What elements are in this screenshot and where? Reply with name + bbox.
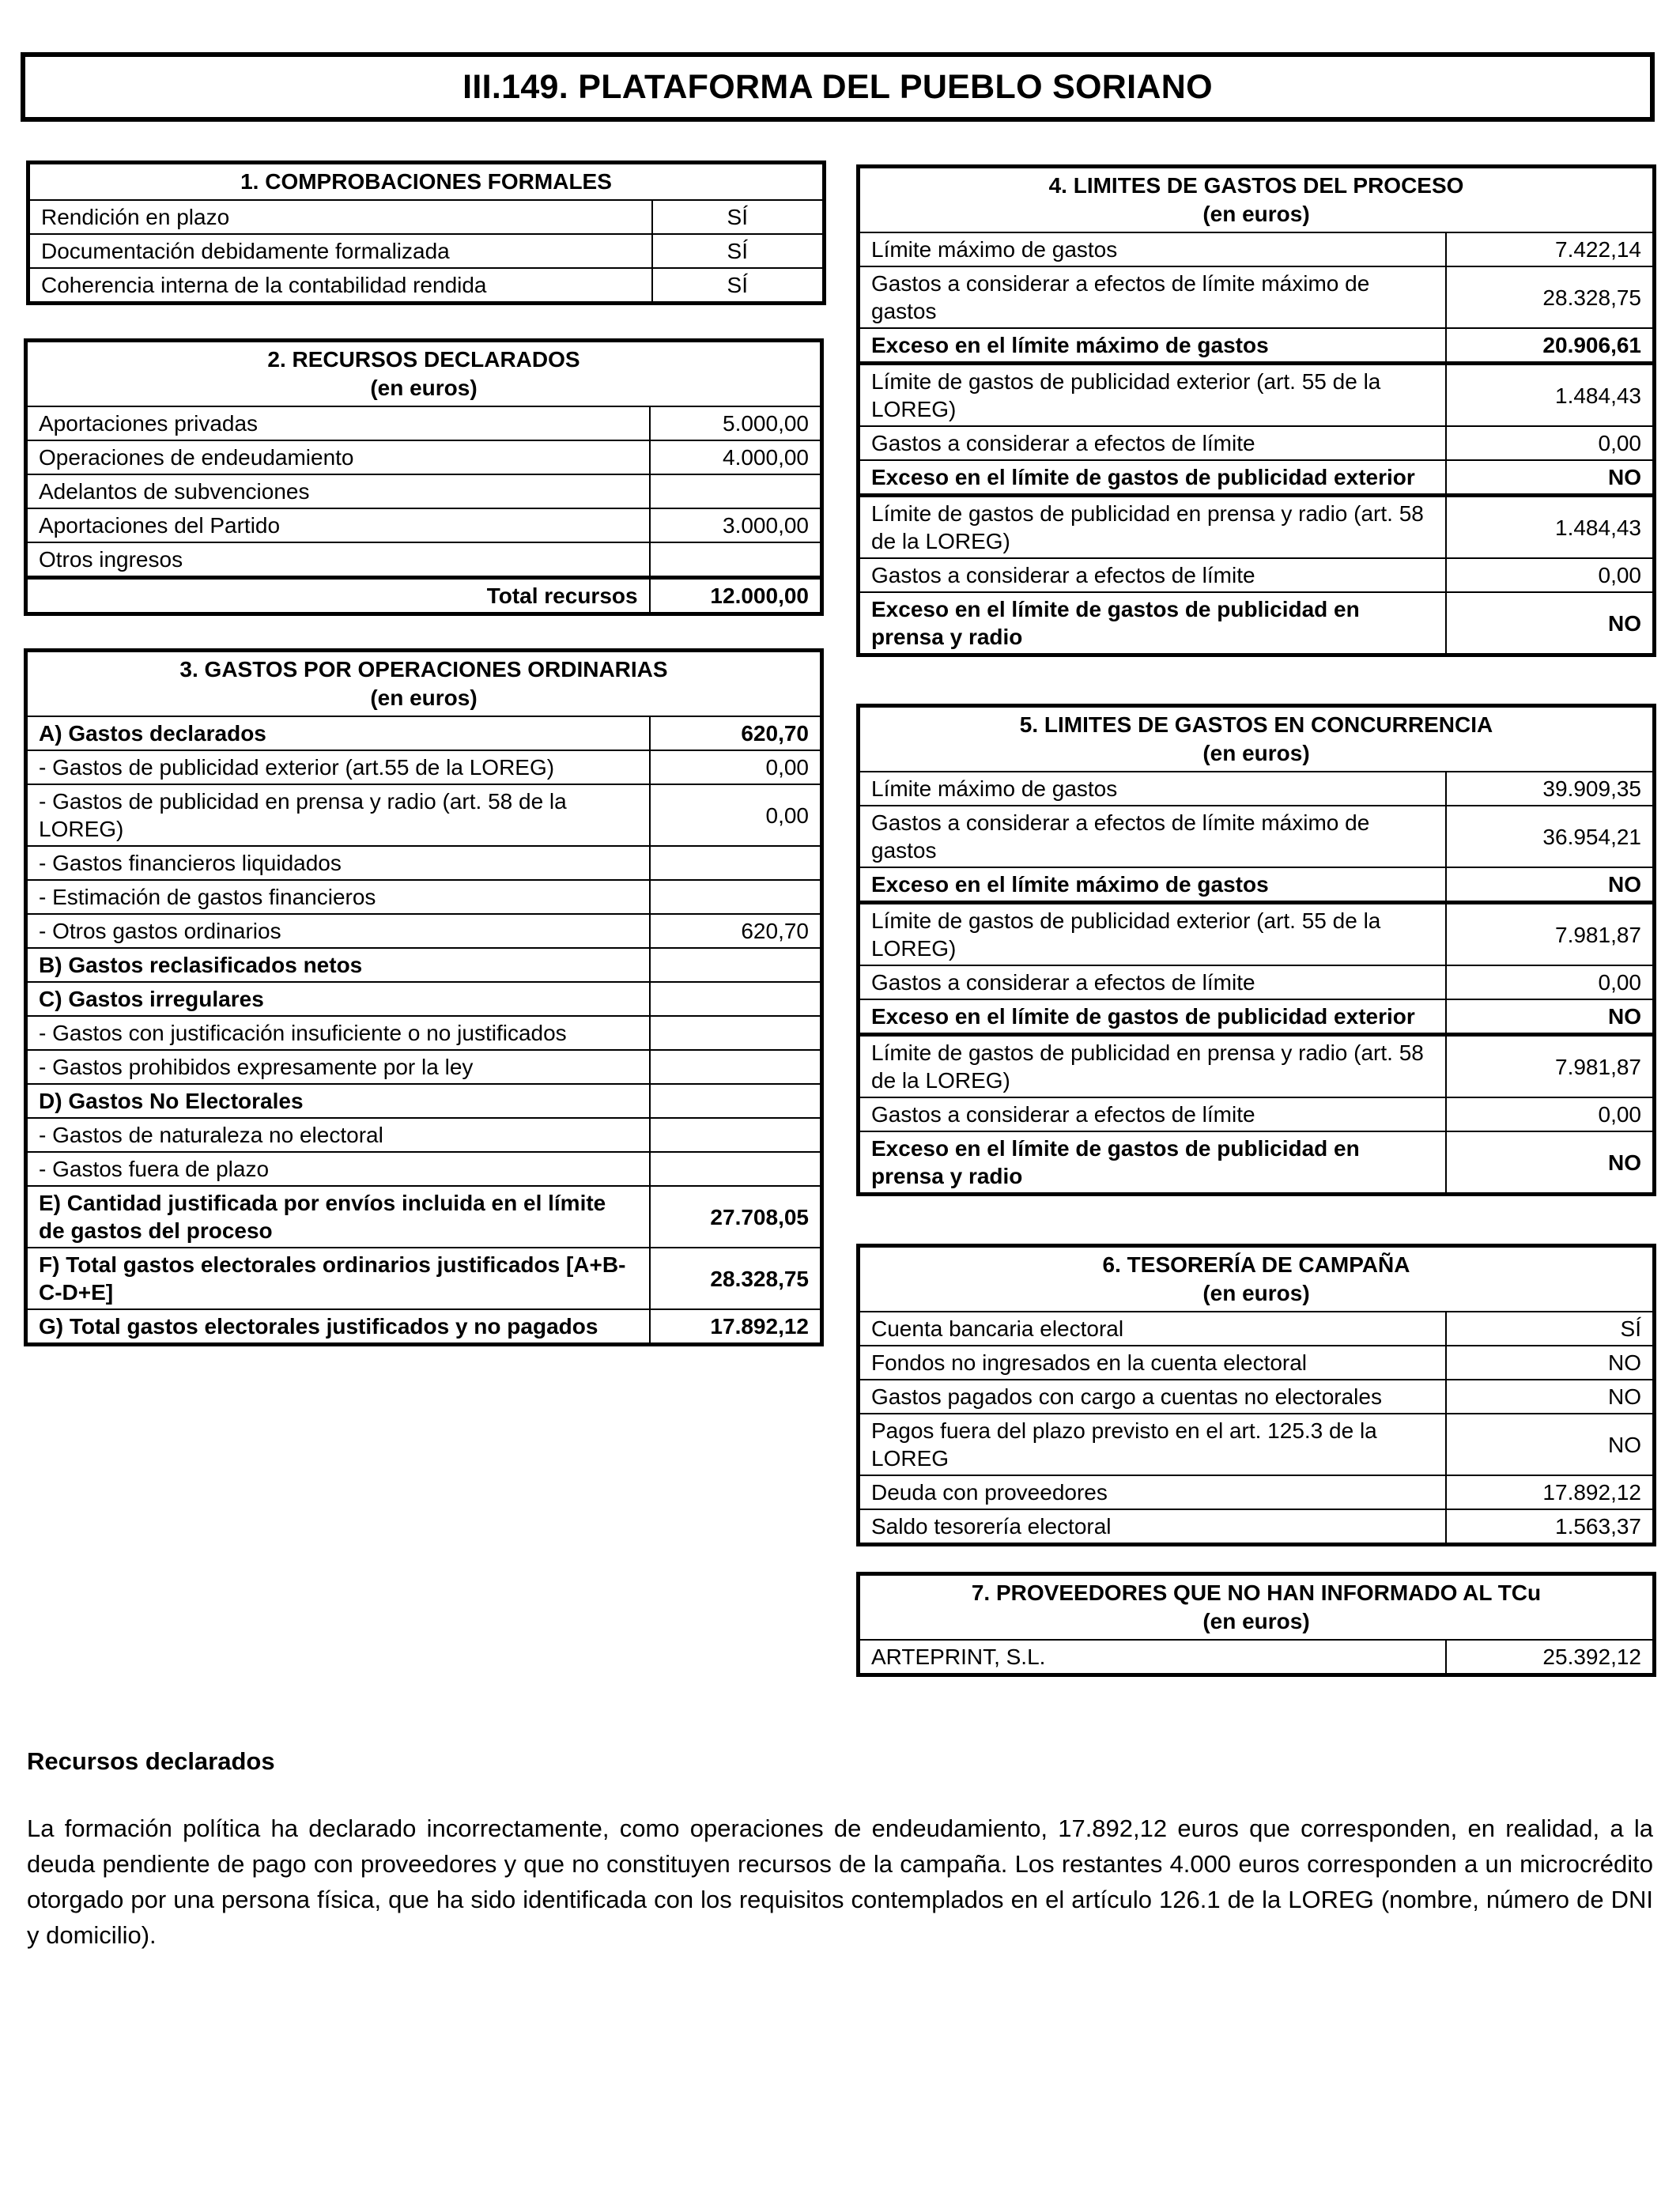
row-value (650, 1050, 820, 1084)
row-value (650, 1118, 820, 1152)
row-value: 0,00 (1446, 558, 1652, 592)
section-heading: Recursos declarados (27, 1747, 275, 1775)
panel-proveedores (856, 1572, 1656, 1677)
row-value: 3.000,00 (650, 508, 820, 542)
panel-title: 3. GASTOS POR OPERACIONES ORDINARIAS (en euros) (28, 652, 820, 716)
row-value: NO (1446, 1380, 1652, 1414)
row-value: 17.892,12 (650, 1309, 820, 1342)
row-label: - Gastos prohibidos expresamente por la ley (28, 1050, 650, 1084)
panel-tesoreria (856, 1244, 1656, 1546)
row-label: Coherencia interna de la contabilidad rendida (41, 273, 487, 297)
row-value: NO (1446, 999, 1652, 1035)
row-value: 1.484,43 (1446, 496, 1652, 559)
row-value: 1.563,37 (1446, 1509, 1652, 1543)
row-label: Pagos fuera del plazo previsto en el art. 125.3 de la LOREG (860, 1414, 1446, 1475)
panel-limites-proceso (856, 164, 1656, 657)
row-label: - Estimación de gastos financieros (28, 880, 650, 914)
row-label: Exceso en el límite máximo de gastos (860, 867, 1446, 903)
row-label: ARTEPRINT, S.L. (871, 1645, 1046, 1669)
row-label: Gastos a considerar a efectos de límite (860, 558, 1446, 592)
row-value (650, 474, 820, 508)
row-label: - Gastos financieros liquidados (28, 846, 650, 880)
row-value: 0,00 (1446, 1097, 1652, 1131)
row-value: NO (1446, 592, 1652, 653)
row-value (650, 1016, 820, 1050)
row-label: G) Total gastos electorales justificados y no pagados (39, 1314, 598, 1339)
row-value: 27.708,05 (650, 1186, 820, 1248)
row-value (650, 846, 820, 880)
body-paragraph: La formación política ha declarado incorrectamente, como operaciones de endeudamiento, 17.892,12 euros que corresponden, en realidad, a la deuda pendiente de pago con proveedores y que no constituyen recursos de la campaña. Los restantes 4.000 euros corresponden a un microcrédito otorgado por una persona física, que ha sido identificada con los requisitos contemplados en el artículo 126.1 de la LOREG (nombre, número de DNI y domicilio). (27, 1814, 1653, 1949)
panel-limites-concurrencia (856, 704, 1656, 1196)
row-value (650, 542, 820, 578)
row-value: 620,70 (650, 914, 820, 948)
row-label: Saldo tesorería electoral (871, 1514, 1112, 1539)
row-value: 25.392,12 (1446, 1640, 1652, 1673)
panel-title: 7. PROVEEDORES QUE NO HAN INFORMADO AL TCu (en euros) (860, 1576, 1652, 1640)
row-label: Adelantos de subvenciones (28, 474, 650, 508)
row-label: - Gastos con justificación insuficiente o no justificados (28, 1016, 650, 1050)
row-label: Exceso en el límite máximo de gastos (860, 328, 1446, 364)
row-label: F) Total gastos electorales ordinarios justificados [A+B-C-D+E] (28, 1248, 650, 1309)
row-label: Límite máximo de gastos (860, 232, 1446, 266)
row-label: Gastos a considerar a efectos de límite (860, 965, 1446, 999)
row-label: Exceso en el límite de gastos de publicidad en prensa y radio (871, 1136, 1360, 1188)
row-label: Límite de gastos de publicidad en prensa y radio (art. 58 de la LOREG) (860, 1035, 1446, 1098)
row-label: Deuda con proveedores (860, 1475, 1446, 1509)
row-label: Límite de gastos de publicidad exterior (art. 55 de la LOREG) (860, 364, 1446, 427)
row-value: 28.328,75 (1446, 266, 1652, 328)
row-value (650, 982, 820, 1016)
row-label: Límite de gastos de publicidad en prensa y radio (art. 58 de la LOREG) (860, 496, 1446, 559)
row-value: NO (1446, 867, 1652, 903)
panel-comprobaciones-formales (26, 160, 826, 305)
row-value: 1.484,43 (1446, 364, 1652, 427)
row-label: - Gastos de naturaleza no electoral (28, 1118, 650, 1152)
row-label: B) Gastos reclasificados netos (28, 948, 650, 982)
row-label: - Gastos de publicidad exterior (art.55 de la LOREG) (28, 750, 650, 784)
row-value: 7.981,87 (1446, 1035, 1652, 1098)
row-value: SÍ (1446, 1312, 1652, 1346)
row-label: A) Gastos declarados (28, 716, 650, 750)
panel-title: 5. LIMITES DE GASTOS EN CONCURRENCIA (en euros) (860, 708, 1652, 772)
row-value: 0,00 (650, 784, 820, 846)
row-value (650, 1152, 820, 1186)
row-label: - Otros gastos ordinarios (28, 914, 650, 948)
row-label: - Gastos fuera de plazo (28, 1152, 650, 1186)
row-label: Operaciones de endeudamiento (28, 440, 650, 474)
row-label: Aportaciones privadas (28, 406, 650, 440)
row-label: Rendición en plazo (30, 200, 652, 234)
row-value: SÍ (652, 268, 822, 301)
row-value: SÍ (652, 200, 822, 234)
row-value: 5.000,00 (650, 406, 820, 440)
row-label: Gastos a considerar a efectos de límite máximo de gastos (860, 806, 1446, 867)
row-value: 0,00 (650, 750, 820, 784)
row-label: Exceso en el límite de gastos de publicidad en prensa y radio (871, 597, 1360, 649)
page-title: III.149. PLATAFORMA DEL PUEBLO SORIANO (21, 52, 1655, 122)
row-value: 17.892,12 (1446, 1475, 1652, 1509)
row-value: 7.422,14 (1446, 232, 1652, 266)
row-label: Otros ingresos (28, 542, 650, 578)
row-value (650, 948, 820, 982)
row-label: Aportaciones del Partido (28, 508, 650, 542)
row-label: Límite de gastos de publicidad exterior (art. 55 de la LOREG) (860, 903, 1446, 966)
total-label: Total recursos (486, 583, 638, 608)
row-value: NO (1446, 1131, 1652, 1192)
panel-title: 4. LIMITES DE GASTOS DEL PROCESO (en euros) (860, 168, 1652, 232)
row-value: NO (1446, 460, 1652, 496)
row-value: 0,00 (1446, 426, 1652, 460)
row-label: D) Gastos No Electorales (28, 1084, 650, 1118)
row-value (650, 880, 820, 914)
panel-gastos-ordinarios (24, 648, 824, 1346)
panel-title: 6. TESORERÍA DE CAMPAÑA (en euros) (860, 1248, 1652, 1312)
panel-title: 2. RECURSOS DECLARADOS (en euros) (28, 342, 820, 406)
panel-recursos-declarados (24, 338, 824, 616)
row-value (650, 1084, 820, 1118)
row-value: 36.954,21 (1446, 806, 1652, 867)
row-label: Gastos pagados con cargo a cuentas no electorales (860, 1380, 1446, 1414)
row-label: - Gastos de publicidad en prensa y radio (art. 58 de la LOREG) (28, 784, 650, 846)
total-value: 12.000,00 (650, 578, 820, 613)
row-value: 20.906,61 (1446, 328, 1652, 364)
row-value: NO (1446, 1346, 1652, 1380)
row-label: Exceso en el límite de gastos de publicidad exterior (860, 999, 1446, 1035)
row-value: SÍ (652, 234, 822, 268)
row-value: 28.328,75 (650, 1248, 820, 1309)
row-label: Documentación debidamente formalizada (30, 234, 652, 268)
row-label: Cuenta bancaria electoral (860, 1312, 1446, 1346)
panel-title: 1. COMPROBACIONES FORMALES (30, 164, 822, 200)
row-value: 7.981,87 (1446, 903, 1652, 966)
row-label: Gastos a considerar a efectos de límite (860, 1097, 1446, 1131)
row-value: NO (1446, 1414, 1652, 1475)
row-value: 620,70 (650, 716, 820, 750)
row-label: Gastos a considerar a efectos de límite (860, 426, 1446, 460)
row-value: 0,00 (1446, 965, 1652, 999)
row-label: E) Cantidad justificada por envíos incluida en el límite de gastos del proceso (28, 1186, 650, 1248)
row-label: Exceso en el límite de gastos de publicidad exterior (860, 460, 1446, 496)
row-label: Límite máximo de gastos (860, 772, 1446, 806)
row-label: C) Gastos irregulares (28, 982, 650, 1016)
row-label: Fondos no ingresados en la cuenta electoral (860, 1346, 1446, 1380)
row-value: 4.000,00 (650, 440, 820, 474)
row-label: Gastos a considerar a efectos de límite máximo de gastos (860, 266, 1446, 328)
row-value: 39.909,35 (1446, 772, 1652, 806)
